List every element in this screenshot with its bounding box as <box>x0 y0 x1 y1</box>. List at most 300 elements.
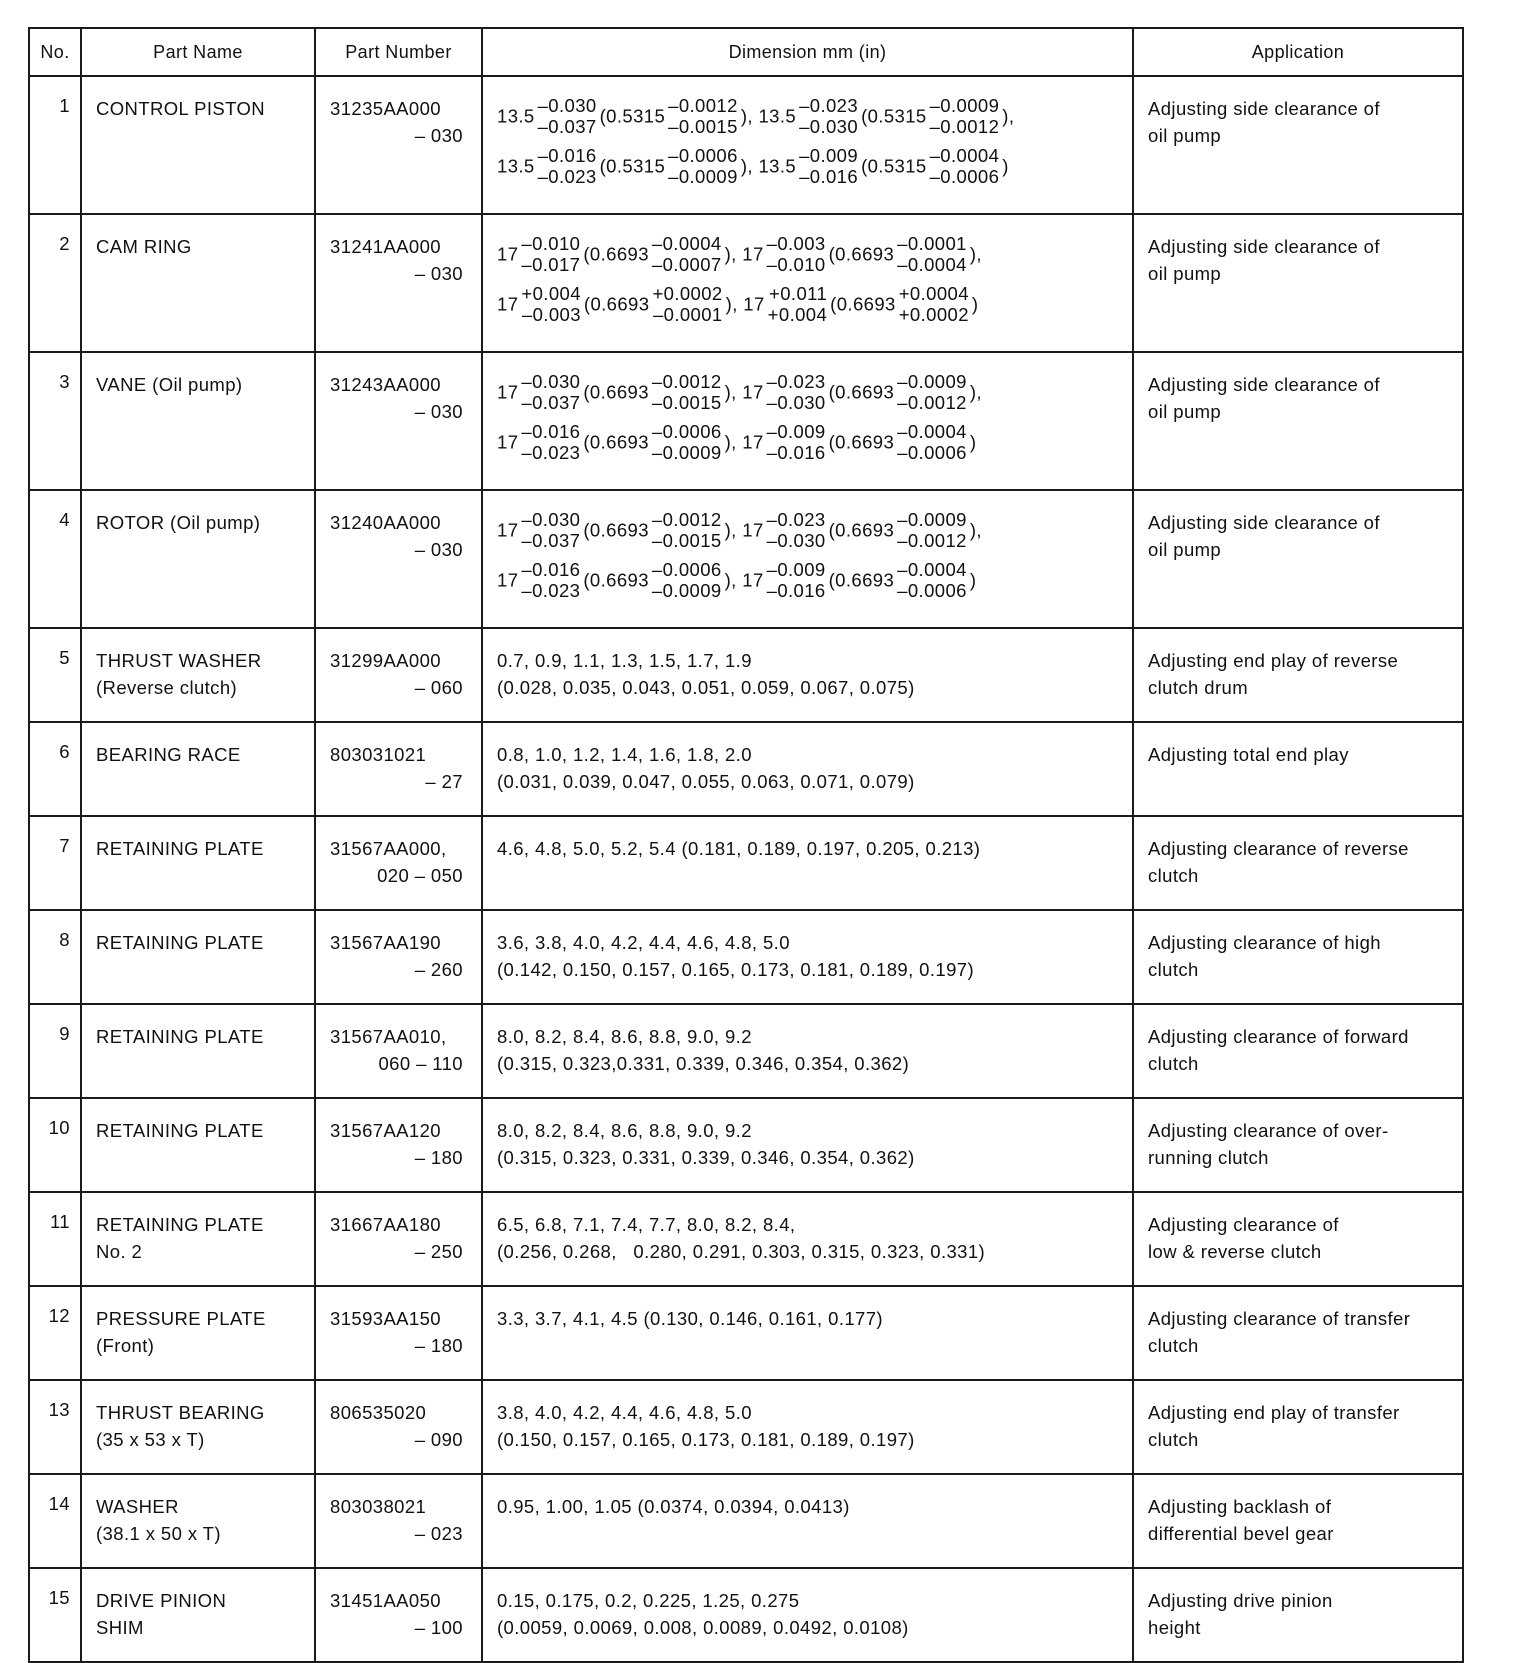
dimension-value: (0.6693 <box>583 293 650 315</box>
dimension-value: (0.6693 <box>828 243 895 265</box>
dimension-line: 0.15, 0.175, 0.2, 0.225, 1.25, 0.275 <box>497 1590 800 1611</box>
application-line: clutch <box>1148 1429 1199 1450</box>
tolerance-lower: –0.0006 <box>897 580 967 601</box>
header-part-name: Part Name <box>81 28 315 76</box>
row-number: 1 <box>29 76 81 214</box>
dimension-value: (0.5315 <box>599 155 666 177</box>
tolerance-lower: –0.0015 <box>651 392 722 413</box>
tolerance-lower: –0.016 <box>766 442 826 463</box>
part-name-cell <box>81 214 315 352</box>
part-number-cell <box>315 214 482 352</box>
tolerance-upper: –0.0004 <box>897 559 967 580</box>
dimension-value: (0.6693 <box>583 519 649 541</box>
dimension-line: (0.315, 0.323,0.331, 0.339, 0.346, 0.354, 0.362) <box>497 1053 910 1074</box>
application-line: Adjusting side clearance of <box>1148 98 1380 119</box>
part-name-line: (Front) <box>96 1335 155 1356</box>
part-name-cell <box>81 628 315 722</box>
part-name-cell <box>81 1192 315 1286</box>
part-number-line: 31235AA000 <box>330 98 441 119</box>
tolerance <box>897 559 967 601</box>
part-name-line: ROTOR (Oil pump) <box>96 512 261 533</box>
part-number-line: – 030 <box>414 401 463 422</box>
tolerance <box>652 371 722 413</box>
part-name-cell <box>81 1380 315 1474</box>
dimension-line: 4.6, 4.8, 5.0, 5.2, 5.4 (0.181, 0.189, 0.197, 0.205, 0.213) <box>497 838 981 859</box>
dimension-line <box>497 421 1122 471</box>
tolerance-upper: –0.0012 <box>651 509 722 530</box>
part-number-line: – 250 <box>414 1241 463 1262</box>
table-body <box>29 76 1463 1662</box>
application-cell <box>1133 490 1463 628</box>
application-line: Adjusting clearance of forward <box>1148 1026 1409 1047</box>
dimension-line: 3.8, 4.0, 4.2, 4.4, 4.6, 4.8, 5.0 <box>497 1402 752 1423</box>
tolerance-upper: +0.0002 <box>652 283 723 304</box>
part-number-cell <box>315 1004 482 1098</box>
dimension-value: (0.5315 <box>861 105 927 127</box>
dimension-value: ), <box>1002 105 1015 127</box>
part-number-line: – 090 <box>414 1429 463 1450</box>
part-number-cell <box>315 352 482 490</box>
dimension-cell <box>482 352 1133 490</box>
tolerance-lower: –0.0009 <box>651 442 722 463</box>
dimension-line <box>497 233 1122 283</box>
tolerance-lower: +0.0002 <box>898 304 969 325</box>
dimension-value: (0.6693 <box>828 519 895 541</box>
dimension-value: 17 <box>497 293 519 315</box>
dimension-line: 8.0, 8.2, 8.4, 8.6, 8.8, 9.0, 9.2 <box>497 1026 752 1047</box>
part-name-cell <box>81 1286 315 1380</box>
tolerance-lower: –0.0009 <box>668 166 738 187</box>
tolerance-lower: –0.0012 <box>929 116 1000 137</box>
tolerance-lower: –0.030 <box>766 392 826 413</box>
dimension-cell <box>482 910 1133 1004</box>
row-number: 8 <box>29 910 81 1004</box>
dimension-line: (0.028, 0.035, 0.043, 0.051, 0.059, 0.067, 0.075) <box>497 677 915 698</box>
tolerance-upper: –0.016 <box>537 145 597 166</box>
application-cell <box>1133 1004 1463 1098</box>
dimension-line: (0.150, 0.157, 0.165, 0.173, 0.181, 0.189, 0.197) <box>497 1429 915 1450</box>
part-number-line: 31451AA050 <box>330 1590 441 1611</box>
dimension-value: 13.5 <box>497 105 535 127</box>
tolerance <box>668 145 738 187</box>
application-line: Adjusting side clearance of <box>1148 512 1380 533</box>
part-name-line: PRESSURE PLATE <box>96 1308 266 1329</box>
tolerance <box>521 233 580 275</box>
dimension-value: ), <box>969 519 982 541</box>
part-name-line: (38.1 x 50 x T) <box>96 1523 221 1544</box>
part-number-cell <box>315 1380 482 1474</box>
tolerance <box>521 421 580 463</box>
row-number: 2 <box>29 214 81 352</box>
dimension-value: ), <box>969 243 982 265</box>
tolerance-upper: –0.016 <box>521 421 581 442</box>
tolerance-upper: –0.003 <box>766 233 826 254</box>
dimension-cell <box>482 1004 1133 1098</box>
dimension-value: ), 17 <box>725 293 765 315</box>
application-cell <box>1133 1568 1463 1662</box>
tolerance <box>930 95 1000 137</box>
dimension-line: 0.8, 1.0, 1.2, 1.4, 1.6, 1.8, 2.0 <box>497 744 752 765</box>
part-name-line: DRIVE PINION <box>96 1590 227 1611</box>
part-name-cell <box>81 352 315 490</box>
tolerance-upper: –0.030 <box>521 371 581 392</box>
dimension-cell <box>482 1380 1133 1474</box>
tolerance-lower: –0.017 <box>521 254 581 275</box>
row-number: 3 <box>29 352 81 490</box>
application-line: Adjusting clearance of reverse <box>1148 838 1409 859</box>
tolerance-upper: –0.009 <box>799 145 859 166</box>
dimension-cell <box>482 1474 1133 1568</box>
application-line: clutch <box>1148 865 1199 886</box>
tolerance-upper: –0.030 <box>521 509 581 530</box>
part-number-cell <box>315 722 482 816</box>
table-row <box>29 1380 1463 1474</box>
part-name-line: (35 x 53 x T) <box>96 1429 205 1450</box>
dimension-value: ) <box>971 293 979 315</box>
application-cell <box>1133 1192 1463 1286</box>
tolerance-upper: +0.004 <box>521 283 581 304</box>
part-name-line: (Reverse clutch) <box>96 677 238 698</box>
part-number-line: – 100 <box>414 1617 463 1638</box>
dimension-value: ) <box>969 569 977 591</box>
dimension-value: 17 <box>497 381 519 403</box>
part-name-line: RETAINING PLATE <box>96 838 264 859</box>
tolerance-lower: –0.030 <box>799 116 859 137</box>
part-number-cell <box>315 628 482 722</box>
tolerance <box>668 95 738 137</box>
tolerance <box>767 233 826 275</box>
table-row <box>29 490 1463 628</box>
table-row <box>29 1004 1463 1098</box>
table-row <box>29 352 1463 490</box>
dimension-value: 17 <box>497 431 519 453</box>
table-row <box>29 214 1463 352</box>
dimension-cell <box>482 1192 1133 1286</box>
part-name-line: VANE (Oil pump) <box>96 374 243 395</box>
tolerance <box>799 145 858 187</box>
tolerance-lower: –0.023 <box>521 580 581 601</box>
part-number-line: – 060 <box>414 677 463 698</box>
part-name-cell <box>81 490 315 628</box>
dimension-line: 0.95, 1.00, 1.05 (0.0374, 0.0394, 0.0413) <box>497 1496 850 1517</box>
header-no: No. <box>29 28 81 76</box>
application-line: running clutch <box>1148 1147 1269 1168</box>
tolerance-lower: –0.0015 <box>651 530 722 551</box>
tolerance <box>538 95 597 137</box>
part-number-line: 31240AA000 <box>330 512 441 533</box>
dimension-value: 13.5 <box>497 155 535 177</box>
row-number: 5 <box>29 628 81 722</box>
part-number-line: 060 – 110 <box>378 1053 463 1074</box>
header-application: Application <box>1133 28 1463 76</box>
part-name-cell <box>81 816 315 910</box>
tolerance-upper: +0.011 <box>769 283 828 304</box>
application-line: Adjusting clearance of <box>1148 1214 1339 1235</box>
application-line: Adjusting side clearance of <box>1148 236 1380 257</box>
dimension-line <box>497 559 1122 609</box>
row-number: 11 <box>29 1192 81 1286</box>
tolerance <box>767 371 826 413</box>
dimension-line <box>497 95 1122 145</box>
tolerance <box>652 421 722 463</box>
application-cell <box>1133 1098 1463 1192</box>
part-name-cell <box>81 1568 315 1662</box>
table-row <box>29 1098 1463 1192</box>
part-number-line: 31243AA000 <box>330 374 441 395</box>
part-number-line: 31241AA000 <box>330 236 441 257</box>
tolerance-upper: –0.0009 <box>929 95 1000 116</box>
dimension-value: (0.5315 <box>861 155 927 177</box>
tolerance-upper: –0.010 <box>521 233 581 254</box>
table-row <box>29 910 1463 1004</box>
part-number-line: 31567AA120 <box>330 1120 441 1141</box>
table-row <box>29 1474 1463 1568</box>
dimension-value: (0.6693 <box>828 381 895 403</box>
application-line: clutch <box>1148 1335 1199 1356</box>
tolerance-upper: –0.023 <box>766 509 826 530</box>
dimension-value: (0.6693 <box>583 381 649 403</box>
tolerance <box>521 283 581 325</box>
table-row <box>29 816 1463 910</box>
dimension-value: ) <box>1002 155 1009 177</box>
table-row <box>29 1192 1463 1286</box>
part-number-line: – 030 <box>414 125 463 146</box>
tolerance-lower: –0.016 <box>766 580 826 601</box>
application-line: oil pump <box>1148 125 1222 146</box>
application-line: height <box>1148 1617 1201 1638</box>
part-number-line: 31567AA190 <box>330 932 441 953</box>
application-cell <box>1133 722 1463 816</box>
tolerance-lower: +0.004 <box>767 304 828 325</box>
part-name-line: RETAINING PLATE <box>96 1026 264 1047</box>
dimension-line: 0.7, 0.9, 1.1, 1.3, 1.5, 1.7, 1.9 <box>497 650 752 671</box>
tolerance-lower: –0.037 <box>521 530 581 551</box>
application-cell <box>1133 214 1463 352</box>
tolerance <box>521 559 580 601</box>
dimension-cell <box>482 1286 1133 1380</box>
part-number-line: 31593AA150 <box>330 1308 441 1329</box>
tolerance-upper: –0.0009 <box>897 371 967 392</box>
dimension-value: (0.6693 <box>583 431 649 453</box>
application-line: Adjusting clearance of high <box>1148 932 1381 953</box>
part-name-line: SHIM <box>96 1617 144 1638</box>
row-number: 7 <box>29 816 81 910</box>
tolerance-upper: –0.009 <box>766 559 826 580</box>
header-part-number: Part Number <box>315 28 482 76</box>
dimension-value: ), 17 <box>724 519 764 541</box>
tolerance <box>767 421 826 463</box>
tolerance <box>767 559 826 601</box>
tolerance-upper: –0.0012 <box>668 95 738 116</box>
application-cell <box>1133 910 1463 1004</box>
part-name-cell <box>81 76 315 214</box>
part-name-line: RETAINING PLATE <box>96 932 264 953</box>
dimension-value: ), 13.5 <box>740 105 797 127</box>
dimension-line: (0.0059, 0.0069, 0.008, 0.0089, 0.0492, 0.0108) <box>497 1617 909 1638</box>
part-number-cell <box>315 1474 482 1568</box>
part-name-line: THRUST BEARING <box>96 1402 265 1423</box>
part-number-line: 31299AA000 <box>330 650 441 671</box>
tolerance-upper: –0.0006 <box>651 421 722 442</box>
dimension-value: (0.6693 <box>830 293 896 315</box>
row-number: 10 <box>29 1098 81 1192</box>
tolerance-lower: –0.0009 <box>651 580 722 601</box>
part-number-line: 020 – 050 <box>377 865 463 886</box>
application-cell <box>1133 1380 1463 1474</box>
application-line: Adjusting drive pinion <box>1148 1590 1333 1611</box>
part-name-line: No. 2 <box>96 1241 143 1262</box>
application-line: Adjusting end play of transfer <box>1148 1402 1400 1423</box>
dimension-cell <box>482 76 1133 214</box>
tolerance-lower: –0.0015 <box>668 116 738 137</box>
part-name-line: CONTROL PISTON <box>96 98 266 119</box>
tolerance <box>521 371 580 413</box>
application-line: Adjusting backlash of <box>1148 1496 1332 1517</box>
dimension-line <box>497 509 1122 559</box>
dimension-value: 17 <box>497 569 519 591</box>
dimension-value: 17 <box>497 519 519 541</box>
tolerance <box>897 421 967 463</box>
application-line: low & reverse clutch <box>1148 1241 1322 1262</box>
tolerance-upper: –0.0009 <box>897 509 967 530</box>
row-number: 4 <box>29 490 81 628</box>
part-number-line: 31667AA180 <box>330 1214 441 1235</box>
part-number-line: 31567AA010, <box>330 1026 447 1047</box>
tolerance-upper: –0.0004 <box>929 145 1000 166</box>
tolerance-lower: –0.023 <box>537 166 597 187</box>
tolerance-lower: –0.023 <box>521 442 581 463</box>
dimension-value: (0.6693 <box>828 431 895 453</box>
table-row <box>29 1286 1463 1380</box>
tolerance-lower: –0.037 <box>521 392 581 413</box>
dimension-cell <box>482 1568 1133 1662</box>
tolerance <box>652 233 722 275</box>
tolerance-lower: –0.0007 <box>651 254 722 275</box>
tolerance-upper: –0.016 <box>521 559 581 580</box>
application-line: Adjusting clearance of transfer <box>1148 1308 1411 1329</box>
part-name-cell <box>81 1474 315 1568</box>
dimension-value: ) <box>969 431 977 453</box>
part-number-line: – 030 <box>414 539 463 560</box>
row-number: 12 <box>29 1286 81 1380</box>
application-line: clutch drum <box>1148 677 1249 698</box>
part-number-cell <box>315 1568 482 1662</box>
dimension-value: ), <box>969 381 982 403</box>
tolerance <box>768 283 828 325</box>
part-name-line: BEARING RACE <box>96 744 241 765</box>
application-cell <box>1133 76 1463 214</box>
tolerance <box>767 509 826 551</box>
part-number-line: – 27 <box>425 771 463 792</box>
part-number-line: – 180 <box>414 1335 463 1356</box>
part-number-line: – 023 <box>414 1523 463 1544</box>
application-cell <box>1133 352 1463 490</box>
dimension-cell <box>482 490 1133 628</box>
tolerance-lower: –0.037 <box>537 116 597 137</box>
part-number-cell <box>315 816 482 910</box>
dimension-line: (0.315, 0.323, 0.331, 0.339, 0.346, 0.354, 0.362) <box>497 1147 915 1168</box>
row-number: 14 <box>29 1474 81 1568</box>
dimension-value: (0.6693 <box>583 243 649 265</box>
dimension-cell <box>482 214 1133 352</box>
dimension-line: (0.256, 0.268, 0.280, 0.291, 0.303, 0.315, 0.323, 0.331) <box>497 1241 986 1262</box>
dimension-value: 17 <box>497 243 519 265</box>
tolerance-upper: –0.0006 <box>651 559 722 580</box>
tolerance <box>930 145 1000 187</box>
part-number-cell <box>315 76 482 214</box>
tolerance <box>799 95 858 137</box>
dimension-line: 3.3, 3.7, 4.1, 4.5 (0.130, 0.146, 0.161, 0.177) <box>497 1308 883 1329</box>
tolerance <box>521 509 580 551</box>
tolerance-lower: –0.0004 <box>897 254 967 275</box>
dimension-line: 6.5, 6.8, 7.1, 7.4, 7.7, 8.0, 8.2, 8.4, <box>497 1214 796 1235</box>
dimension-line: (0.142, 0.150, 0.157, 0.165, 0.173, 0.181, 0.189, 0.197) <box>497 959 975 980</box>
application-line: Adjusting total end play <box>1148 744 1349 765</box>
dimension-line <box>497 283 1122 333</box>
part-name-line: THRUST WASHER <box>96 650 262 671</box>
application-line: oil pump <box>1148 401 1222 422</box>
dimension-value: ), 17 <box>724 243 764 265</box>
dimension-value: ), 17 <box>724 381 764 403</box>
adjusting-parts-table <box>28 27 1464 1663</box>
application-line: oil pump <box>1148 263 1222 284</box>
tolerance-lower: –0.010 <box>766 254 826 275</box>
tolerance-lower: –0.0001 <box>652 304 723 325</box>
tolerance <box>897 509 967 551</box>
part-number-line: 803031021 <box>330 744 427 765</box>
dimension-line: 3.6, 3.8, 4.0, 4.2, 4.4, 4.6, 4.8, 5.0 <box>497 932 790 953</box>
tolerance-lower: –0.0012 <box>897 530 967 551</box>
row-number: 9 <box>29 1004 81 1098</box>
tolerance-upper: –0.0012 <box>651 371 722 392</box>
dimension-value: ), 13.5 <box>740 155 797 177</box>
part-name-cell <box>81 1098 315 1192</box>
dimension-value: (0.6693 <box>828 569 895 591</box>
application-cell <box>1133 816 1463 910</box>
tolerance-upper: –0.0001 <box>897 233 967 254</box>
header-dimension: Dimension mm (in) <box>482 28 1133 76</box>
tolerance <box>897 233 967 275</box>
tolerance-lower: –0.0006 <box>897 442 967 463</box>
dimension-line <box>497 371 1122 421</box>
tolerance-upper: +0.0004 <box>898 283 969 304</box>
tolerance-lower: –0.0006 <box>929 166 1000 187</box>
tolerance-upper: –0.030 <box>537 95 597 116</box>
application-line: Adjusting end play of reverse <box>1148 650 1399 671</box>
tolerance-lower: –0.0012 <box>897 392 967 413</box>
row-number: 13 <box>29 1380 81 1474</box>
tolerance-upper: –0.0006 <box>668 145 738 166</box>
application-line: clutch <box>1148 1053 1199 1074</box>
part-number-line: – 030 <box>414 263 463 284</box>
tolerance-lower: –0.030 <box>766 530 826 551</box>
tolerance-upper: –0.0004 <box>651 233 722 254</box>
dimension-cell <box>482 1098 1133 1192</box>
table-row <box>29 628 1463 722</box>
tolerance <box>652 283 722 325</box>
part-name-cell <box>81 910 315 1004</box>
application-cell <box>1133 1474 1463 1568</box>
application-line: clutch <box>1148 959 1199 980</box>
part-name-line: RETAINING PLATE <box>96 1120 264 1141</box>
dimension-cell <box>482 816 1133 910</box>
application-cell <box>1133 628 1463 722</box>
tolerance-lower: –0.003 <box>521 304 581 325</box>
part-number-cell <box>315 910 482 1004</box>
part-number-line: 806535020 <box>330 1402 427 1423</box>
dimension-value: ), 17 <box>724 569 764 591</box>
table-row <box>29 722 1463 816</box>
